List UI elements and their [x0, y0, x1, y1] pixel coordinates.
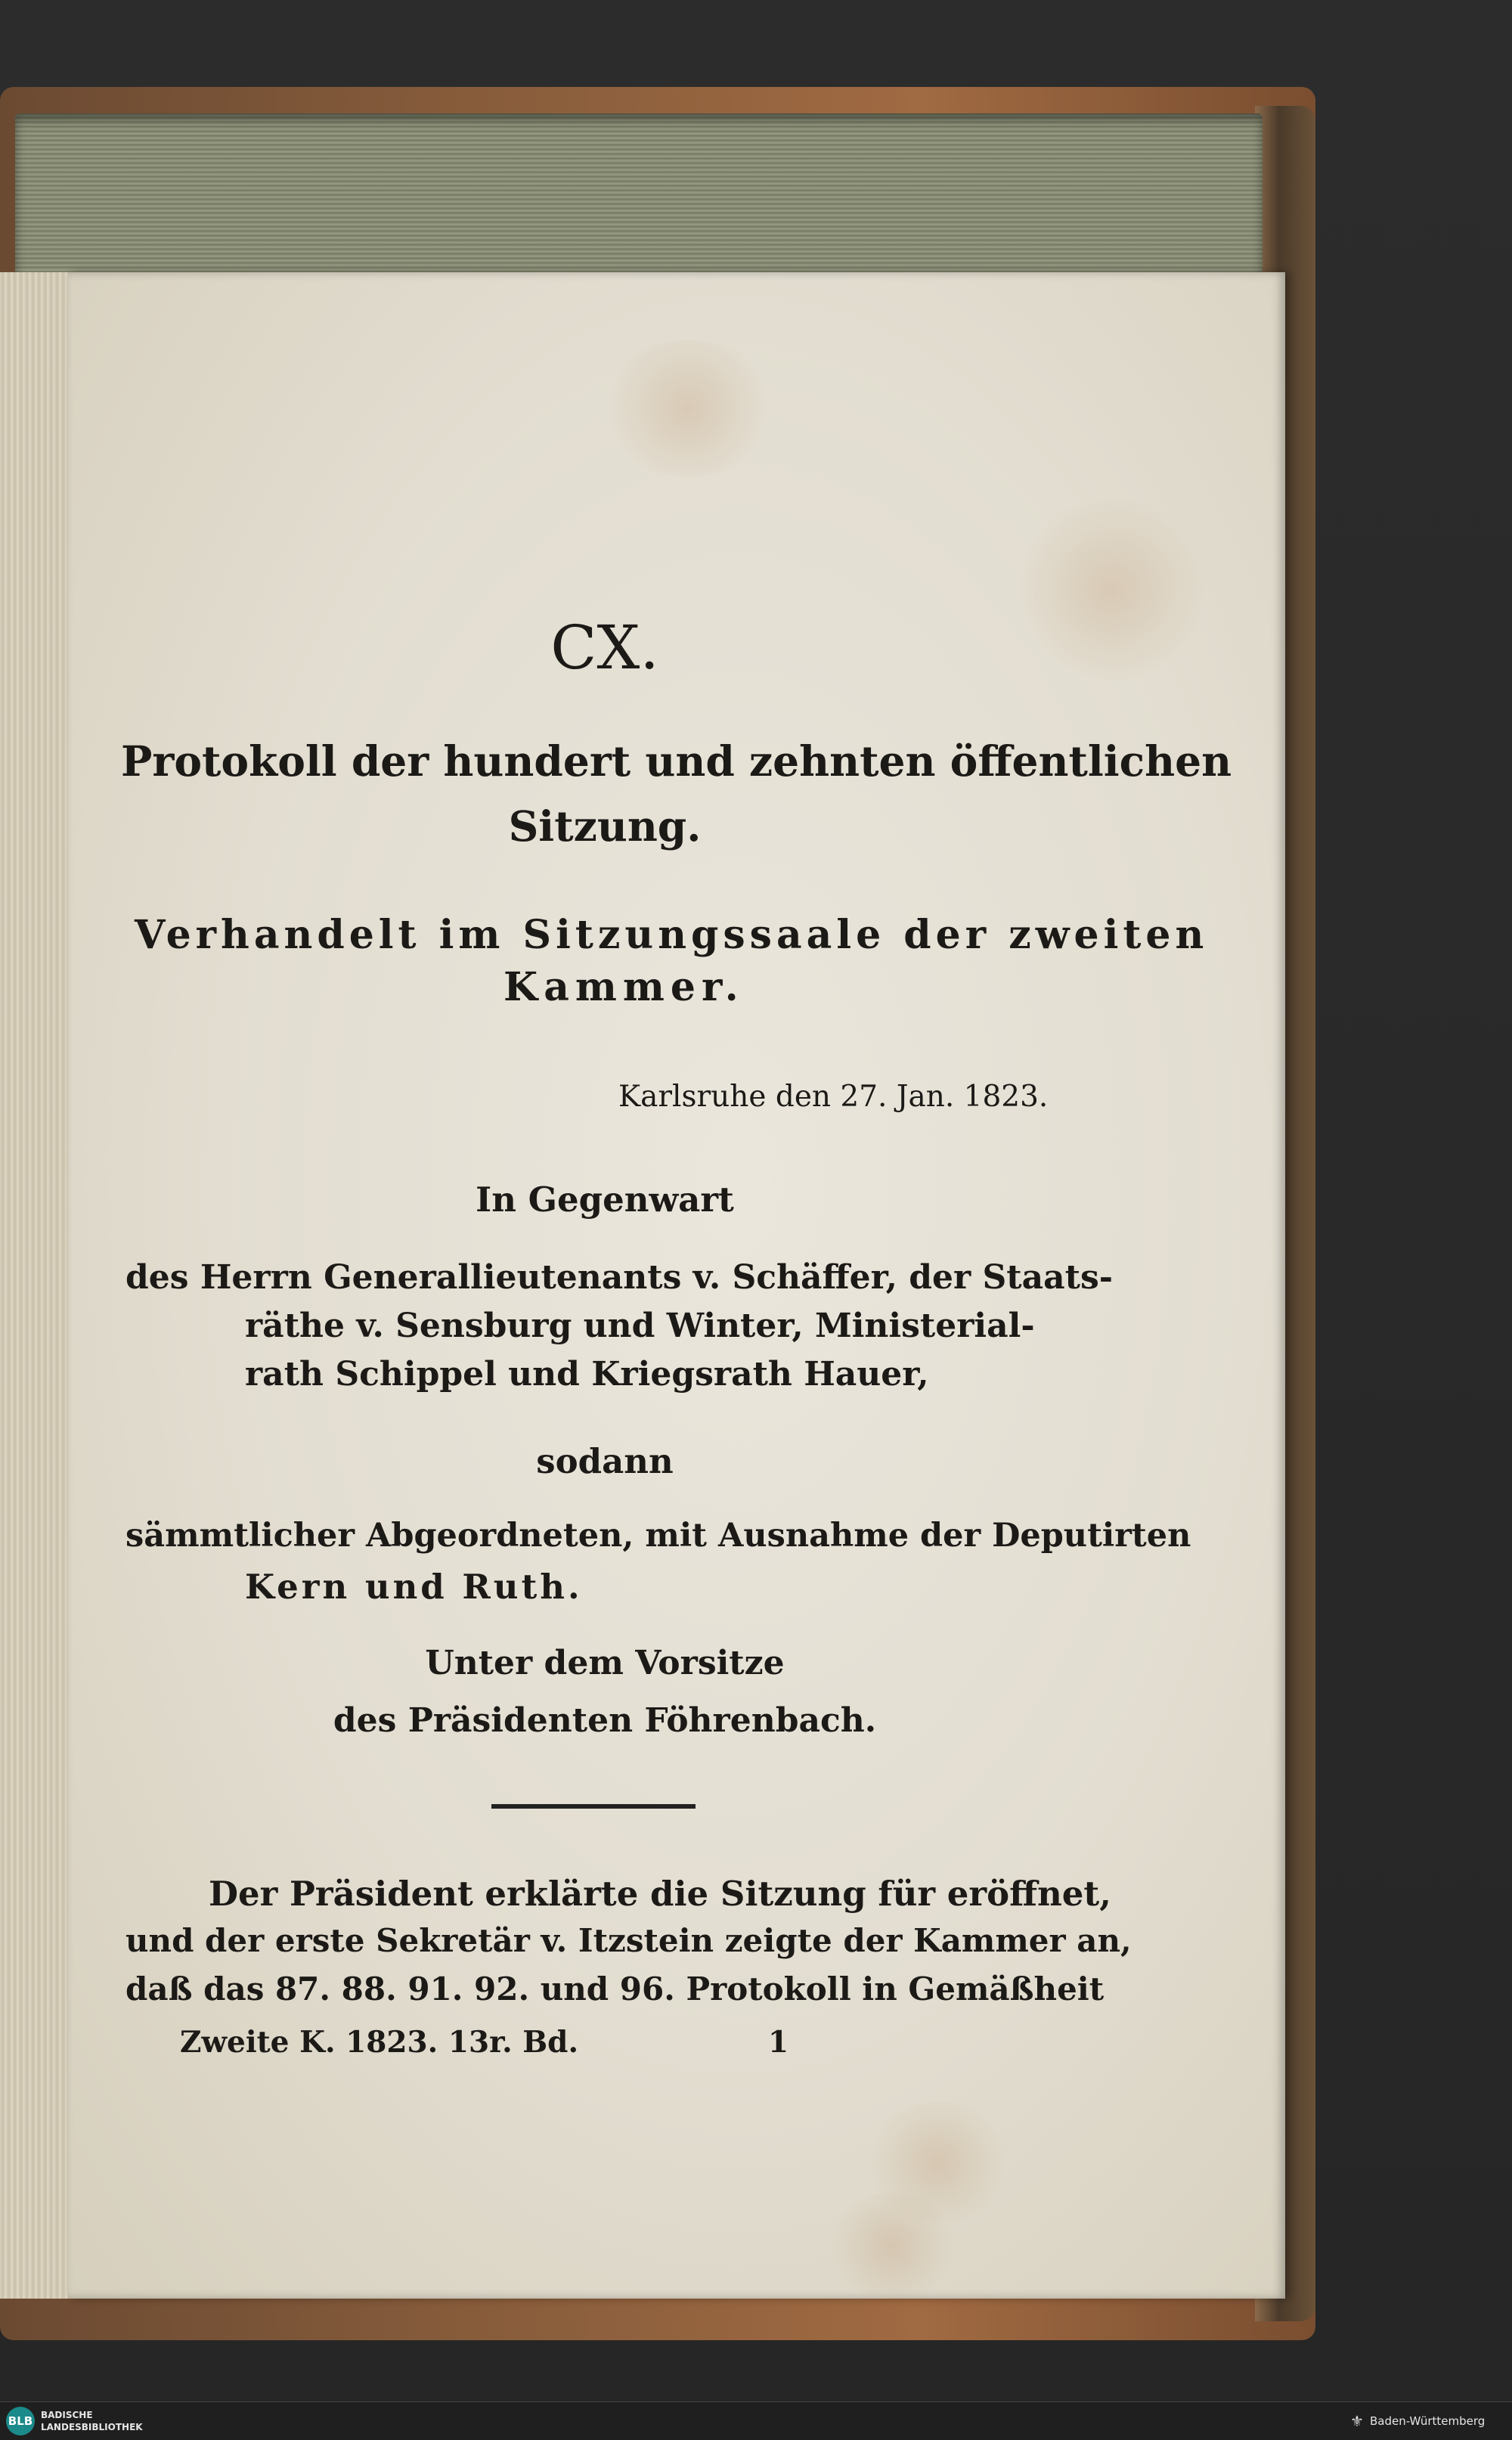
chair-line-1: Unter dem Vorsitze: [425, 1644, 785, 1682]
presence-line-3: rath Schippel und Kriegsrath Hauer,: [245, 1355, 929, 1394]
signature-mark: Zweite K. 1823. 13r. Bd.: [180, 2025, 579, 2060]
place-date: Karlsruhe den 27. Jan. 1823.: [618, 1080, 1049, 1114]
members-line-1: sämmtlicher Abgeordneten, mit Ausnahme der Deputirten: [125, 1517, 1191, 1555]
paper-stain: [1013, 499, 1210, 681]
paper-stain: [824, 2193, 960, 2299]
chair-line-2: des Präsidenten Föhrenbach.: [333, 1701, 877, 1740]
page-edges-top: [15, 113, 1263, 280]
library-name-line-2: LANDESBIBLIOTHEK: [41, 2422, 143, 2432]
presence-heading: In Gegenwart: [476, 1180, 734, 1220]
body-line-2: und der erste Sekretär v. Itzstein zeigte der Kammer an,: [125, 1922, 1132, 1959]
members-line-2: Kern und Ruth.: [245, 1567, 583, 1607]
subtitle-line-1: Verhandelt im Sitzungssaale der zweiten: [135, 912, 1209, 958]
then-word: sodann: [536, 1441, 674, 1481]
state-label[interactable]: Baden-Württemberg: [1370, 2414, 1486, 2428]
presence-line-1: des Herrn Generallieutenants v. Schäffer, der Staats-: [125, 1258, 1113, 1297]
viewer-footer: [0, 2401, 1512, 2440]
library-name-line-1: BADISCHE: [41, 2410, 93, 2420]
paper-stain: [597, 340, 779, 476]
title-line-1: Protokoll der hundert und zehnten öffentlichen: [121, 736, 1232, 786]
coat-of-arms-icon: ⚜: [1350, 2412, 1364, 2430]
title-line-2: Sitzung.: [508, 801, 702, 851]
body-line-1: Der Präsident erklärte die Sitzung für eröffnet,: [209, 1874, 1111, 1914]
separator-rule: [491, 1804, 696, 1809]
sheet-number: 1: [768, 2025, 789, 2060]
presence-line-2: räthe v. Sensburg und Winter, Ministerial-: [245, 1307, 1035, 1345]
protocol-number: CX.: [550, 612, 659, 683]
library-name: [41, 2409, 143, 2433]
subtitle-line-2: Kammer.: [503, 964, 745, 1010]
blb-logo-icon[interactable]: BLB: [6, 2407, 35, 2435]
body-line-3: daß das 87. 88. 91. 92. und 96. Protokoll in Gemäßheit: [125, 1970, 1105, 2007]
